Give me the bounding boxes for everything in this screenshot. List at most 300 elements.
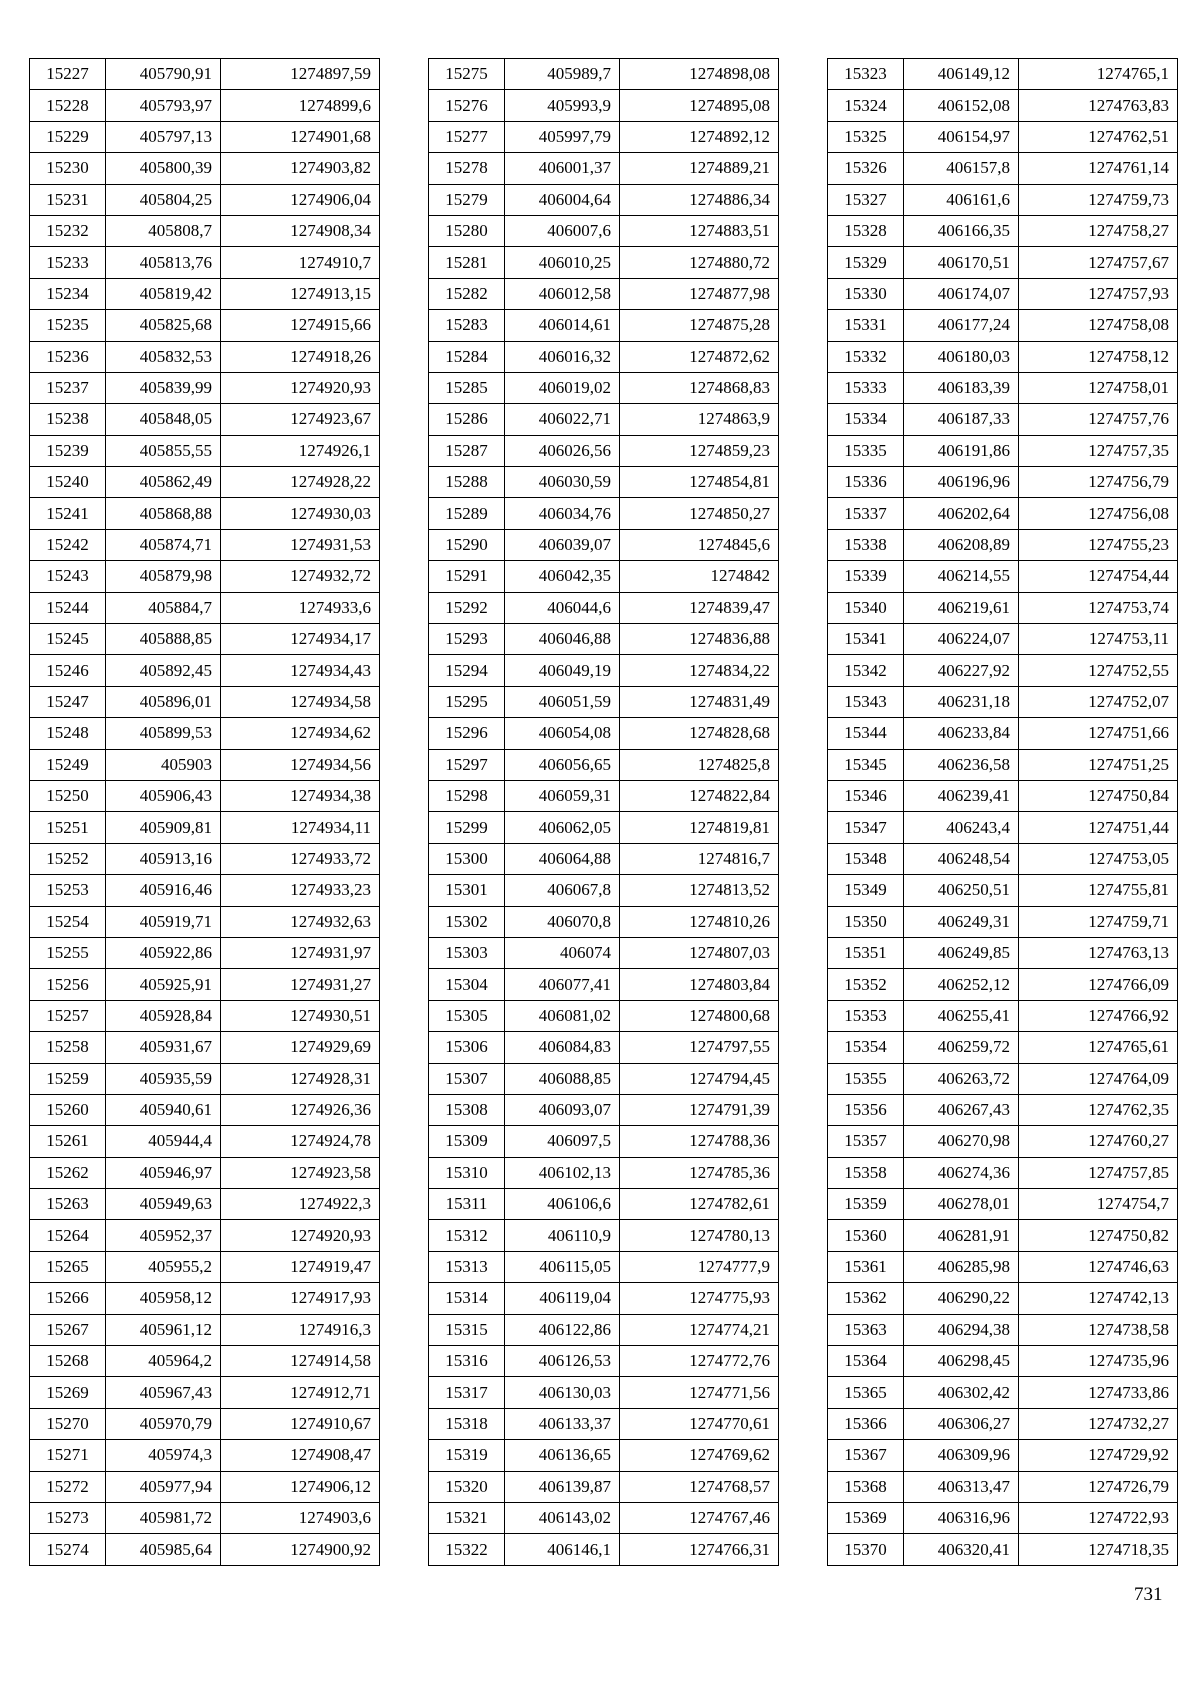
table-row (828, 341, 1178, 372)
table-row (828, 404, 1178, 435)
table-row (828, 153, 1178, 184)
x-coordinate-cell: 406248,54 (904, 843, 1019, 874)
point-number-cell: 15314 (429, 1283, 505, 1314)
table-row (828, 1094, 1178, 1125)
y-coordinate-cell: 1274803,84 (620, 969, 779, 1000)
x-coordinate-cell: 406259,72 (904, 1032, 1019, 1063)
point-number-cell: 15249 (30, 749, 106, 780)
table-row (30, 404, 380, 435)
point-number-cell: 15265 (30, 1251, 106, 1282)
y-coordinate-cell: 1274765,61 (1019, 1032, 1178, 1063)
y-coordinate-cell: 1274762,35 (1019, 1094, 1178, 1125)
point-number-cell: 15336 (828, 467, 904, 498)
table-row (429, 1283, 779, 1314)
point-number-cell: 15279 (429, 184, 505, 215)
table-row (828, 1471, 1178, 1502)
point-number-cell: 15355 (828, 1063, 904, 1094)
table-row (429, 1094, 779, 1125)
table-row (828, 435, 1178, 466)
x-coordinate-cell: 405913,16 (106, 843, 221, 874)
point-number-cell: 15282 (429, 278, 505, 309)
y-coordinate-cell: 1274766,31 (620, 1534, 779, 1565)
y-coordinate-cell: 1274877,98 (620, 278, 779, 309)
x-coordinate-cell: 405940,61 (106, 1094, 221, 1125)
table-row (429, 278, 779, 309)
point-number-cell: 15302 (429, 906, 505, 937)
x-coordinate-cell: 405974,3 (106, 1440, 221, 1471)
table-row (828, 1126, 1178, 1157)
x-coordinate-cell: 406102,13 (505, 1157, 620, 1188)
table-row (429, 1314, 779, 1345)
point-number-cell: 15285 (429, 372, 505, 403)
y-coordinate-cell: 1274920,93 (221, 372, 380, 403)
point-number-cell: 15348 (828, 843, 904, 874)
y-coordinate-cell: 1274923,58 (221, 1157, 380, 1188)
y-coordinate-cell: 1274758,27 (1019, 215, 1178, 246)
y-coordinate-cell: 1274932,63 (221, 906, 380, 937)
y-coordinate-cell: 1274750,82 (1019, 1220, 1178, 1251)
table-row (828, 1283, 1178, 1314)
point-number-cell: 15271 (30, 1440, 106, 1471)
table-row (30, 529, 380, 560)
table-row (828, 59, 1178, 90)
y-coordinate-cell: 1274722,93 (1019, 1502, 1178, 1533)
y-coordinate-cell: 1274774,21 (620, 1314, 779, 1345)
table-row (429, 1377, 779, 1408)
x-coordinate-cell: 406042,35 (505, 561, 620, 592)
x-coordinate-cell: 406320,41 (904, 1534, 1019, 1565)
point-number-cell: 15228 (30, 90, 106, 121)
point-number-cell: 15242 (30, 529, 106, 560)
y-coordinate-cell: 1274762,51 (1019, 121, 1178, 152)
table-row (429, 1220, 779, 1251)
point-number-cell: 15324 (828, 90, 904, 121)
x-coordinate-cell: 406119,04 (505, 1283, 620, 1314)
y-coordinate-cell: 1274933,23 (221, 875, 380, 906)
point-number-cell: 15243 (30, 561, 106, 592)
table-row (30, 372, 380, 403)
y-coordinate-cell: 1274906,12 (221, 1471, 380, 1502)
point-number-cell: 15290 (429, 529, 505, 560)
x-coordinate-cell: 406177,24 (904, 310, 1019, 341)
x-coordinate-cell: 406239,41 (904, 780, 1019, 811)
x-coordinate-cell: 405935,59 (106, 1063, 221, 1094)
y-coordinate-cell: 1274758,01 (1019, 372, 1178, 403)
table-row (429, 718, 779, 749)
x-coordinate-cell: 406290,22 (904, 1283, 1019, 1314)
y-coordinate-cell: 1274766,92 (1019, 1000, 1178, 1031)
point-number-cell: 15286 (429, 404, 505, 435)
x-coordinate-cell: 405793,97 (106, 90, 221, 121)
x-coordinate-cell: 405958,12 (106, 1283, 221, 1314)
y-coordinate-cell: 1274900,92 (221, 1534, 380, 1565)
point-number-cell: 15233 (30, 247, 106, 278)
y-coordinate-cell: 1274757,35 (1019, 435, 1178, 466)
point-number-cell: 15367 (828, 1440, 904, 1471)
table-row (30, 780, 380, 811)
y-coordinate-cell: 1274819,81 (620, 812, 779, 843)
table-row (429, 341, 779, 372)
x-coordinate-cell: 405892,45 (106, 655, 221, 686)
point-number-cell: 15359 (828, 1189, 904, 1220)
point-number-cell: 15331 (828, 310, 904, 341)
x-coordinate-cell: 406170,51 (904, 247, 1019, 278)
y-coordinate-cell: 1274753,05 (1019, 843, 1178, 874)
x-coordinate-cell: 405899,53 (106, 718, 221, 749)
y-coordinate-cell: 1274915,66 (221, 310, 380, 341)
x-coordinate-cell: 405952,37 (106, 1220, 221, 1251)
y-coordinate-cell: 1274854,81 (620, 467, 779, 498)
table-row (429, 1000, 779, 1031)
point-number-cell: 15344 (828, 718, 904, 749)
table-row (30, 1440, 380, 1471)
table-row (828, 686, 1178, 717)
y-coordinate-cell: 1274908,47 (221, 1440, 380, 1471)
x-coordinate-cell: 405928,84 (106, 1000, 221, 1031)
x-coordinate-cell: 406074 (505, 937, 620, 968)
table-row (30, 1283, 380, 1314)
x-coordinate-cell: 405931,67 (106, 1032, 221, 1063)
y-coordinate-cell: 1274831,49 (620, 686, 779, 717)
table-row (30, 1000, 380, 1031)
table-row (828, 121, 1178, 152)
point-number-cell: 15275 (429, 59, 505, 90)
point-number-cell: 15357 (828, 1126, 904, 1157)
point-number-cell: 15300 (429, 843, 505, 874)
y-coordinate-cell: 1274810,26 (620, 906, 779, 937)
y-coordinate-cell: 1274834,22 (620, 655, 779, 686)
x-coordinate-cell: 405925,91 (106, 969, 221, 1000)
table-row (429, 1063, 779, 1094)
y-coordinate-cell: 1274738,58 (1019, 1314, 1178, 1345)
point-number-cell: 15352 (828, 969, 904, 1000)
table-row (30, 341, 380, 372)
x-coordinate-cell: 406077,41 (505, 969, 620, 1000)
x-coordinate-cell: 406152,08 (904, 90, 1019, 121)
point-number-cell: 15247 (30, 686, 106, 717)
table-row (828, 1346, 1178, 1377)
table-row (30, 90, 380, 121)
table-row (30, 247, 380, 278)
x-coordinate-cell: 406224,07 (904, 624, 1019, 655)
point-number-cell: 15337 (828, 498, 904, 529)
table-row (828, 1251, 1178, 1282)
point-number-cell: 15270 (30, 1408, 106, 1439)
point-number-cell: 15287 (429, 435, 505, 466)
x-coordinate-cell: 405993,9 (505, 90, 620, 121)
x-coordinate-cell: 405967,43 (106, 1377, 221, 1408)
y-coordinate-cell: 1274746,63 (1019, 1251, 1178, 1282)
y-coordinate-cell: 1274917,93 (221, 1283, 380, 1314)
point-number-cell: 15343 (828, 686, 904, 717)
point-number-cell: 15231 (30, 184, 106, 215)
table-row (429, 498, 779, 529)
point-number-cell: 15288 (429, 467, 505, 498)
y-coordinate-cell: 1274742,13 (1019, 1283, 1178, 1314)
y-coordinate-cell: 1274934,62 (221, 718, 380, 749)
table-row (429, 624, 779, 655)
point-number-cell: 15342 (828, 655, 904, 686)
y-coordinate-cell: 1274807,03 (620, 937, 779, 968)
page-number: 731 (1134, 1584, 1163, 1605)
table-row (30, 1502, 380, 1533)
table-row (828, 969, 1178, 1000)
point-number-cell: 15269 (30, 1377, 106, 1408)
point-number-cell: 15358 (828, 1157, 904, 1188)
y-coordinate-cell: 1274760,27 (1019, 1126, 1178, 1157)
table-row (429, 215, 779, 246)
y-coordinate-cell: 1274752,07 (1019, 686, 1178, 717)
x-coordinate-cell: 406007,6 (505, 215, 620, 246)
table-row (828, 937, 1178, 968)
x-coordinate-cell: 406067,8 (505, 875, 620, 906)
table-row (828, 749, 1178, 780)
table-row (828, 624, 1178, 655)
y-coordinate-cell: 1274875,28 (620, 310, 779, 341)
table-row (429, 686, 779, 717)
point-number-cell: 15278 (429, 153, 505, 184)
x-coordinate-cell: 405874,71 (106, 529, 221, 560)
point-number-cell: 15239 (30, 435, 106, 466)
y-coordinate-cell: 1274934,38 (221, 780, 380, 811)
coordinate-table-1 (29, 58, 380, 1566)
y-coordinate-cell: 1274775,93 (620, 1283, 779, 1314)
point-number-cell: 15297 (429, 749, 505, 780)
y-coordinate-cell: 1274839,47 (620, 592, 779, 623)
table-row (429, 372, 779, 403)
table-row (828, 1377, 1178, 1408)
y-coordinate-cell: 1274932,72 (221, 561, 380, 592)
y-coordinate-cell: 1274750,84 (1019, 780, 1178, 811)
point-number-cell: 15369 (828, 1502, 904, 1533)
table-row (828, 1189, 1178, 1220)
point-number-cell: 15263 (30, 1189, 106, 1220)
point-number-cell: 15284 (429, 341, 505, 372)
point-number-cell: 15240 (30, 467, 106, 498)
point-number-cell: 15365 (828, 1377, 904, 1408)
x-coordinate-cell: 406294,38 (904, 1314, 1019, 1345)
table-row (30, 1377, 380, 1408)
y-coordinate-cell: 1274933,72 (221, 843, 380, 874)
x-coordinate-cell: 405997,79 (505, 121, 620, 152)
x-coordinate-cell: 405981,72 (106, 1502, 221, 1533)
point-number-cell: 15330 (828, 278, 904, 309)
x-coordinate-cell: 406214,55 (904, 561, 1019, 592)
point-number-cell: 15250 (30, 780, 106, 811)
x-coordinate-cell: 406166,35 (904, 215, 1019, 246)
point-number-cell: 15339 (828, 561, 904, 592)
x-coordinate-cell: 406196,96 (904, 467, 1019, 498)
point-number-cell: 15333 (828, 372, 904, 403)
y-coordinate-cell: 1274913,15 (221, 278, 380, 309)
y-coordinate-cell: 1274756,08 (1019, 498, 1178, 529)
table-row (429, 812, 779, 843)
y-coordinate-cell: 1274903,82 (221, 153, 380, 184)
x-coordinate-cell: 406174,07 (904, 278, 1019, 309)
x-coordinate-cell: 406270,98 (904, 1126, 1019, 1157)
x-coordinate-cell: 406154,97 (904, 121, 1019, 152)
y-coordinate-cell: 1274782,61 (620, 1189, 779, 1220)
point-number-cell: 15281 (429, 247, 505, 278)
y-coordinate-cell: 1274759,71 (1019, 906, 1178, 937)
x-coordinate-cell: 406278,01 (904, 1189, 1019, 1220)
point-number-cell: 15303 (429, 937, 505, 968)
y-coordinate-cell: 1274772,76 (620, 1346, 779, 1377)
y-coordinate-cell: 1274898,08 (620, 59, 779, 90)
y-coordinate-cell: 1274922,3 (221, 1189, 380, 1220)
y-coordinate-cell: 1274926,36 (221, 1094, 380, 1125)
y-coordinate-cell: 1274756,79 (1019, 467, 1178, 498)
x-coordinate-cell: 405813,76 (106, 247, 221, 278)
x-coordinate-cell: 405985,64 (106, 1534, 221, 1565)
point-number-cell: 15227 (30, 59, 106, 90)
table-row (30, 655, 380, 686)
x-coordinate-cell: 406016,32 (505, 341, 620, 372)
x-coordinate-cell: 405825,68 (106, 310, 221, 341)
x-coordinate-cell: 405868,88 (106, 498, 221, 529)
table-row (828, 184, 1178, 215)
x-coordinate-cell: 406070,8 (505, 906, 620, 937)
point-number-cell: 15329 (828, 247, 904, 278)
point-number-cell: 15238 (30, 404, 106, 435)
y-coordinate-cell: 1274763,83 (1019, 90, 1178, 121)
table-row (30, 1251, 380, 1282)
y-coordinate-cell: 1274836,88 (620, 624, 779, 655)
table-row (429, 875, 779, 906)
point-number-cell: 15272 (30, 1471, 106, 1502)
y-coordinate-cell: 1274769,62 (620, 1440, 779, 1471)
point-number-cell: 15299 (429, 812, 505, 843)
x-coordinate-cell: 406302,42 (904, 1377, 1019, 1408)
y-coordinate-cell: 1274751,66 (1019, 718, 1178, 749)
point-number-cell: 15318 (429, 1408, 505, 1439)
y-coordinate-cell: 1274788,36 (620, 1126, 779, 1157)
y-coordinate-cell: 1274901,68 (221, 121, 380, 152)
table-row (429, 843, 779, 874)
x-coordinate-cell: 406255,41 (904, 1000, 1019, 1031)
x-coordinate-cell: 406136,65 (505, 1440, 620, 1471)
y-coordinate-cell: 1274813,52 (620, 875, 779, 906)
y-coordinate-cell: 1274923,67 (221, 404, 380, 435)
x-coordinate-cell: 406106,6 (505, 1189, 620, 1220)
table-row (30, 1314, 380, 1345)
point-number-cell: 15296 (429, 718, 505, 749)
table-row (30, 875, 380, 906)
point-number-cell: 15289 (429, 498, 505, 529)
table-row (429, 1251, 779, 1282)
point-number-cell: 15304 (429, 969, 505, 1000)
y-coordinate-cell: 1274842 (620, 561, 779, 592)
y-coordinate-cell: 1274757,67 (1019, 247, 1178, 278)
x-coordinate-cell: 406110,9 (505, 1220, 620, 1251)
y-coordinate-cell: 1274919,47 (221, 1251, 380, 1282)
x-coordinate-cell: 405989,7 (505, 59, 620, 90)
y-coordinate-cell: 1274872,62 (620, 341, 779, 372)
x-coordinate-cell: 405944,4 (106, 1126, 221, 1157)
x-coordinate-cell: 405955,2 (106, 1251, 221, 1282)
point-number-cell: 15353 (828, 1000, 904, 1031)
point-number-cell: 15363 (828, 1314, 904, 1345)
x-coordinate-cell: 405884,7 (106, 592, 221, 623)
point-number-cell: 15252 (30, 843, 106, 874)
table-row (828, 592, 1178, 623)
x-coordinate-cell: 406231,18 (904, 686, 1019, 717)
coordinate-table-2 (428, 58, 779, 1566)
table-row (828, 90, 1178, 121)
point-number-cell: 15327 (828, 184, 904, 215)
x-coordinate-cell: 405855,55 (106, 435, 221, 466)
table-row (30, 843, 380, 874)
y-coordinate-cell: 1274934,11 (221, 812, 380, 843)
y-coordinate-cell: 1274753,11 (1019, 624, 1178, 655)
table-row (30, 1220, 380, 1251)
y-coordinate-cell: 1274757,85 (1019, 1157, 1178, 1188)
x-coordinate-cell: 405961,12 (106, 1314, 221, 1345)
point-number-cell: 15364 (828, 1346, 904, 1377)
y-coordinate-cell: 1274718,35 (1019, 1534, 1178, 1565)
table-row (828, 1314, 1178, 1345)
y-coordinate-cell: 1274729,92 (1019, 1440, 1178, 1471)
table-row (429, 1346, 779, 1377)
x-coordinate-cell: 405862,49 (106, 467, 221, 498)
y-coordinate-cell: 1274889,21 (620, 153, 779, 184)
y-coordinate-cell: 1274794,45 (620, 1063, 779, 1094)
y-coordinate-cell: 1274886,34 (620, 184, 779, 215)
point-number-cell: 15347 (828, 812, 904, 843)
table-row (828, 780, 1178, 811)
x-coordinate-cell: 406191,86 (904, 435, 1019, 466)
table-row (828, 1032, 1178, 1063)
x-coordinate-cell: 406056,65 (505, 749, 620, 780)
table-row (30, 1534, 380, 1565)
y-coordinate-cell: 1274926,1 (221, 435, 380, 466)
table-row (429, 310, 779, 341)
x-coordinate-cell: 406126,53 (505, 1346, 620, 1377)
x-coordinate-cell: 406044,6 (505, 592, 620, 623)
table-row (429, 184, 779, 215)
point-number-cell: 15308 (429, 1094, 505, 1125)
table-row (429, 561, 779, 592)
x-coordinate-cell: 406039,07 (505, 529, 620, 560)
y-coordinate-cell: 1274770,61 (620, 1408, 779, 1439)
point-number-cell: 15234 (30, 278, 106, 309)
x-coordinate-cell: 406249,85 (904, 937, 1019, 968)
x-coordinate-cell: 406149,12 (904, 59, 1019, 90)
table-row (30, 278, 380, 309)
point-number-cell: 15361 (828, 1251, 904, 1282)
y-coordinate-cell: 1274767,46 (620, 1502, 779, 1533)
x-coordinate-cell: 405879,98 (106, 561, 221, 592)
point-number-cell: 15315 (429, 1314, 505, 1345)
x-coordinate-cell: 406313,47 (904, 1471, 1019, 1502)
y-coordinate-cell: 1274758,12 (1019, 341, 1178, 372)
y-coordinate-cell: 1274934,17 (221, 624, 380, 655)
point-number-cell: 15340 (828, 592, 904, 623)
point-number-cell: 15274 (30, 1534, 106, 1565)
table-row (429, 121, 779, 152)
table-row (30, 1346, 380, 1377)
y-coordinate-cell: 1274768,57 (620, 1471, 779, 1502)
point-number-cell: 15351 (828, 937, 904, 968)
x-coordinate-cell: 406202,64 (904, 498, 1019, 529)
x-coordinate-cell: 405790,91 (106, 59, 221, 90)
x-coordinate-cell: 406049,19 (505, 655, 620, 686)
table-row (828, 843, 1178, 874)
point-number-cell: 15341 (828, 624, 904, 655)
point-number-cell: 15235 (30, 310, 106, 341)
x-coordinate-cell: 405888,85 (106, 624, 221, 655)
table-row (429, 1440, 779, 1471)
